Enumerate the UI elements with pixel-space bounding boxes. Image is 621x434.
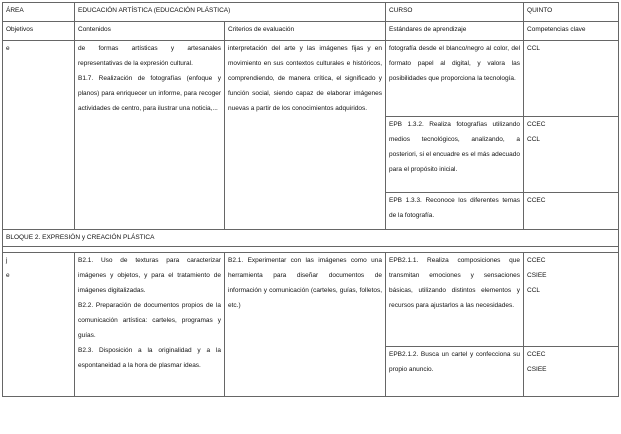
content-item: B2.2. Preparación de documentos propios de la comunicación artística: carteles, programas y guías. [78, 302, 221, 339]
competence-code: CCEC [527, 257, 546, 264]
standard-text: EPB 1.3.2. Realiza fotografías utilizando medios tecnológicos, analizando, a posteriori, si el encuadre es el más adecuado para el propósito inicial. [389, 121, 521, 173]
objective-code: j [6, 257, 8, 264]
competence-code: CCL [527, 287, 541, 294]
table-row [3, 41, 619, 117]
content-item: B2.3. Disposición a la originalidad y a la espontaneidad a la hora de plasmar ideas. [78, 347, 221, 369]
competence-code: CCL [527, 136, 541, 143]
criterion-text: interpretación del arte y las imágenes fijas y en movimiento en sus contextos culturales e históricos, comprendiendo, de manera crítica, el significado y función social, siendo capaz de elaborar imágenes nuevas a partir de los conocimientos adquiridos. [228, 45, 383, 112]
block-title-row [3, 230, 619, 247]
competencias-cell [524, 253, 619, 347]
competencias-cell [524, 117, 619, 193]
col-contenidos: Contenidos [75, 22, 225, 41]
column-header-row [3, 22, 619, 41]
competence-code: CCEC [527, 197, 546, 204]
standard-text: fotografía desde el blanco/negro al color, del formato papel al digital, y valora las posibilidades que proporciona la tecnología. [389, 45, 521, 82]
competence-code: CSIEE [527, 272, 547, 279]
block-title: BLOQUE 2. EXPRESIÓN y CREACIÓN PLÁSTICA [3, 230, 619, 247]
estandar-cell [386, 253, 524, 347]
objective-code: e [6, 272, 10, 279]
estandar-cell [386, 193, 524, 230]
criterios-cell [225, 41, 386, 230]
competence-code: CCEC [527, 121, 546, 128]
criterios-cell [225, 253, 386, 397]
content-item: de formas artísticas y artesanales representativas de la expresión cultural. [78, 45, 221, 67]
col-estandares: Estándares de aprendizaje [386, 22, 524, 41]
curriculum-table [2, 2, 619, 397]
competencias-cell [524, 347, 619, 397]
competence-code: CSIEE [527, 366, 547, 373]
criterion-text: B2.1. Experimentar con las imágenes como una herramienta para diseñar documentos de información y comunicación (carteles, guías, folletos, etc.) [228, 257, 383, 309]
header-row [3, 3, 619, 22]
content-item: B1.7. Realización de fotografías (enfoque y planos) para enriquecer un informe, para recoger actividades de centro, para ilustrar una noticia,... [78, 75, 221, 112]
grade-value: QUINTO [524, 3, 619, 22]
col-criterios: Criterios de evaluación [225, 22, 386, 41]
estandar-cell [386, 347, 524, 397]
contenidos-cell [75, 253, 225, 397]
competence-code: CCEC [527, 351, 546, 358]
area-label: ÁREA [3, 3, 75, 22]
col-objetivos: Objetivos [3, 22, 75, 41]
subject-title: EDUCACIÓN ARTÍSTICA (EDUCACIÓN PLÁSTICA) [75, 3, 386, 22]
contenidos-cell [75, 41, 225, 230]
estandar-cell [386, 41, 524, 117]
col-competencias: Competencias clave [524, 22, 619, 41]
estandar-cell [386, 117, 524, 193]
content-item: B2.1. Uso de texturas para caracterizar imágenes y objetos, y para el tratamiento de imágenes digitalizadas. [78, 257, 221, 294]
standard-text: EPB 1.3.3. Reconoce los diferentes temas de la fotografía. [389, 197, 521, 219]
standard-text: EPB2.1.2. Busca un cartel y confecciona su propio anuncio. [389, 351, 521, 373]
curso-label: CURSO [386, 3, 524, 22]
competence-code: CCL [527, 45, 541, 52]
objetivos-cell [3, 253, 75, 397]
objetivos-cell [3, 41, 75, 230]
competencias-cell [524, 193, 619, 230]
table-row [3, 253, 619, 347]
objective-code: e [6, 45, 10, 52]
competencias-cell [524, 41, 619, 117]
standard-text: EPB2.1.1. Realiza composiciones que transmitan emociones y sensaciones básicas, utilizando distintos elementos y recursos para ajustarlos a las necesidades. [389, 257, 521, 309]
